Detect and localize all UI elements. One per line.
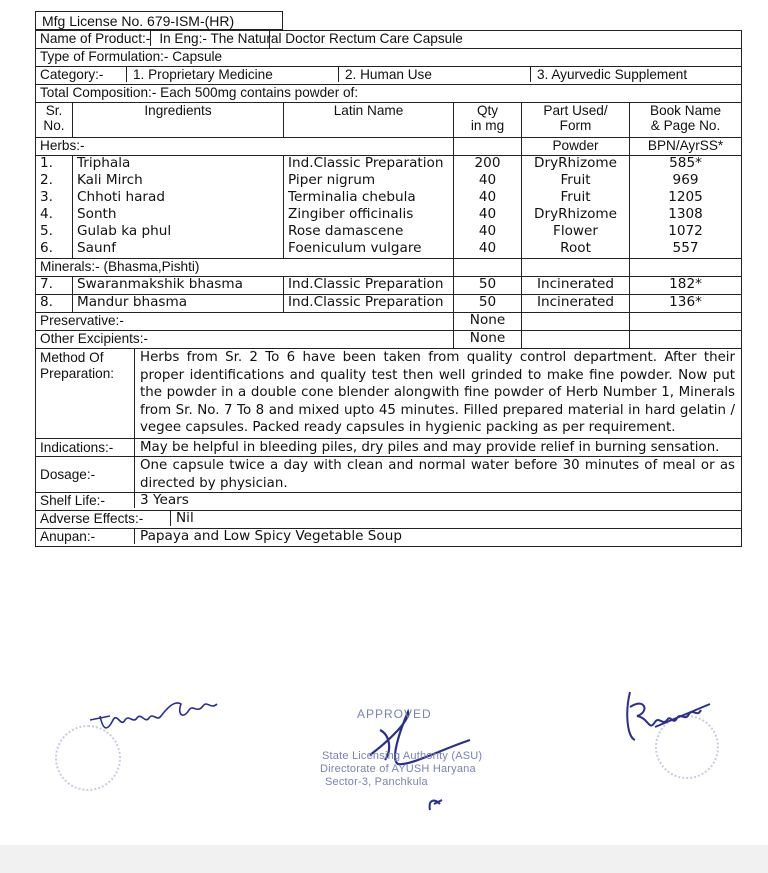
herb-part: DryRhizome bbox=[522, 207, 630, 224]
mineral-latin: Ind.Classic Preparation bbox=[284, 295, 454, 313]
indications-text: May be helpful in bleeding piles, dry piles and may provide relief in burning sensation. bbox=[140, 439, 720, 455]
minerals-label-row bbox=[36, 259, 742, 277]
herb-name: Sonth bbox=[73, 207, 284, 224]
herb-qty: 40 bbox=[454, 173, 522, 190]
excipients-label: Other Excipients:- bbox=[36, 331, 454, 349]
mineral-part: Incinerated bbox=[522, 277, 630, 295]
signature-area bbox=[0, 670, 768, 820]
herb-page: 557 bbox=[630, 241, 742, 259]
herb-row bbox=[36, 207, 742, 224]
header-latin: Latin Name bbox=[284, 103, 454, 138]
product-row bbox=[36, 31, 742, 49]
header-qty-line2: in mg bbox=[470, 118, 505, 133]
herb-sr: 1. bbox=[36, 156, 73, 174]
header-sr-line1: Sr. bbox=[45, 103, 63, 118]
license-number: Mfg License No. 679-ISM-(HR) bbox=[35, 11, 283, 30]
herb-row bbox=[36, 241, 742, 259]
mineral-qty: 50 bbox=[454, 277, 522, 295]
mineral-name: Mandur bhasma bbox=[73, 295, 284, 313]
herb-part: DryRhizome bbox=[522, 156, 630, 174]
method-label-line2: Preparation: bbox=[40, 366, 115, 381]
header-row bbox=[36, 103, 742, 138]
dosage-row bbox=[36, 457, 742, 493]
herb-latin: Piper nigrum bbox=[284, 173, 454, 190]
herb-page: 969 bbox=[630, 173, 742, 190]
herb-qty: 40 bbox=[454, 207, 522, 224]
method-label bbox=[36, 349, 135, 438]
approved-text: APPROVED bbox=[357, 707, 432, 721]
excipients-value: None bbox=[454, 331, 522, 349]
mineral-row bbox=[36, 277, 742, 295]
adverse-row bbox=[36, 511, 742, 529]
header-ingredients: Ingredients bbox=[73, 103, 284, 138]
mineral-page: 136* bbox=[630, 295, 742, 313]
header-qty-line1: Qty bbox=[476, 103, 499, 118]
excipients-row bbox=[36, 331, 742, 349]
herb-qty: 40 bbox=[454, 241, 522, 259]
herb-sr: 6. bbox=[36, 241, 73, 259]
mineral-latin: Ind.Classic Preparation bbox=[284, 277, 454, 295]
header-book bbox=[630, 103, 742, 138]
category-option-3: 3. Ayurvedic Supplement bbox=[537, 67, 688, 82]
herbs-label: Herbs:- bbox=[36, 138, 454, 156]
herb-qty: 40 bbox=[454, 190, 522, 207]
mineral-sr: 8. bbox=[36, 295, 73, 313]
minerals-label: Minerals:- (Bhasma,Pishti) bbox=[36, 259, 454, 277]
formulation-table bbox=[35, 30, 742, 547]
authority-line3: Sector-3, Panchkula bbox=[325, 776, 428, 788]
category-label: Category:- bbox=[36, 67, 127, 82]
herb-latin: Foeniculum vulgare bbox=[284, 241, 454, 259]
header-part-line2: Form bbox=[559, 118, 592, 133]
herb-name: Chhoti harad bbox=[73, 190, 284, 207]
header-part bbox=[522, 103, 630, 138]
herb-row bbox=[36, 156, 742, 174]
adverse-label: Adverse Effects:- bbox=[36, 511, 171, 526]
shelf-life-row bbox=[36, 493, 742, 511]
herb-page: 1205 bbox=[630, 190, 742, 207]
method-row bbox=[36, 349, 742, 439]
anupan-label: Anupan:- bbox=[36, 529, 135, 544]
header-sr bbox=[36, 103, 73, 138]
herb-row bbox=[36, 173, 742, 190]
herb-qty: 40 bbox=[454, 224, 522, 241]
shelf-life-label: Shelf Life:- bbox=[36, 493, 135, 508]
product-label: Name of Product:- bbox=[36, 31, 151, 46]
header-sr-line2: No. bbox=[43, 118, 65, 133]
method-label-line1: Method Of bbox=[40, 350, 104, 365]
preservative-value: None bbox=[454, 313, 522, 331]
authority-line1: State Licensing Authority (ASU) bbox=[322, 750, 483, 762]
herb-row bbox=[36, 190, 742, 207]
herb-name: Triphala bbox=[73, 156, 284, 174]
herbs-label-row bbox=[36, 138, 742, 156]
herb-part: Fruit bbox=[522, 190, 630, 207]
herb-latin: Ind.Classic Preparation bbox=[284, 156, 454, 174]
herb-latin: Terminalia chebula bbox=[284, 190, 454, 207]
herb-name: Kali Mirch bbox=[73, 173, 284, 190]
herb-latin: Zingiber officinalis bbox=[284, 207, 454, 224]
preservative-label: Preservative:- bbox=[36, 313, 454, 331]
formulation-type: Type of Formulation:- Capsule bbox=[36, 49, 742, 67]
adverse-value: Nil bbox=[176, 510, 194, 526]
header-part-line1: Part Used/ bbox=[543, 103, 608, 118]
header-book-line2: & Page No. bbox=[650, 118, 721, 133]
left-signature bbox=[85, 690, 225, 740]
header-book-line1: Book Name bbox=[650, 103, 722, 118]
herb-part: Root bbox=[522, 241, 630, 259]
herb-row bbox=[36, 224, 742, 241]
preservative-row bbox=[36, 313, 742, 331]
category-option-2: 2. Human Use bbox=[339, 67, 531, 82]
herb-sr: 4. bbox=[36, 207, 73, 224]
method-text: Herbs from Sr. 2 To 6 have been taken from quality control department. After their proper identifications and quality test then well grinded to make fine powder. Now put the powder in a double cone blender alongwith fine powder of Herb Number 1, Minerals from Sr. No. 7 To 8 and mixed upto 45 minutes. Filled prepared material in hard gelatin / vegee capsules. Packed ready capsules in hygienic packing as per requirement. bbox=[140, 350, 736, 435]
category-option-1: 1. Proprietary Medicine bbox=[127, 67, 339, 82]
herb-page: 1072 bbox=[630, 224, 742, 241]
shelf-life-value: 3 Years bbox=[140, 492, 189, 508]
indications-label: Indications:- bbox=[36, 439, 135, 457]
formulation-row bbox=[36, 49, 742, 67]
page-bottom-shade bbox=[0, 845, 768, 873]
right-signature bbox=[615, 682, 715, 752]
mineral-name: Swaranmakshik bhasma bbox=[73, 277, 284, 295]
herb-part: Flower bbox=[522, 224, 630, 241]
herb-latin: Rose damascene bbox=[284, 224, 454, 241]
header-qty bbox=[454, 103, 522, 138]
mineral-row bbox=[36, 295, 742, 313]
herb-part: Fruit bbox=[522, 173, 630, 190]
herbs-form: Powder bbox=[522, 138, 630, 156]
herb-name: Saunf bbox=[73, 241, 284, 259]
herb-sr: 3. bbox=[36, 190, 73, 207]
category-row bbox=[36, 67, 742, 85]
herb-page: 585* bbox=[630, 156, 742, 174]
anupan-row bbox=[36, 529, 742, 547]
herb-name: Gulab ka phul bbox=[73, 224, 284, 241]
total-composition: Total Composition:- Each 500mg contains powder of: bbox=[36, 85, 742, 103]
herb-page: 1308 bbox=[630, 207, 742, 224]
product-name: In Eng:- The Natural Doctor Rectum Care Capsule bbox=[159, 31, 463, 46]
dosage-text: One capsule twice a day with clean and normal water before 30 minutes of meal or as directed by physician. bbox=[140, 458, 736, 491]
mineral-page: 182* bbox=[630, 277, 742, 295]
herb-sr: 2. bbox=[36, 173, 73, 190]
anupan-value: Papaya and Low Spicy Vegetable Soup bbox=[140, 528, 402, 544]
composition-row bbox=[36, 85, 742, 103]
mineral-part: Incinerated bbox=[522, 295, 630, 313]
mineral-qty: 50 bbox=[454, 295, 522, 313]
herb-sr: 5. bbox=[36, 224, 73, 241]
herbs-book: BPN/AyrSS* bbox=[630, 138, 742, 156]
herb-qty: 200 bbox=[454, 156, 522, 174]
mineral-sr: 7. bbox=[36, 277, 73, 295]
dosage-label: Dosage:- bbox=[36, 457, 135, 492]
indications-row bbox=[36, 438, 742, 457]
authority-line2: Directorate of AYUSH Haryana bbox=[320, 763, 476, 775]
